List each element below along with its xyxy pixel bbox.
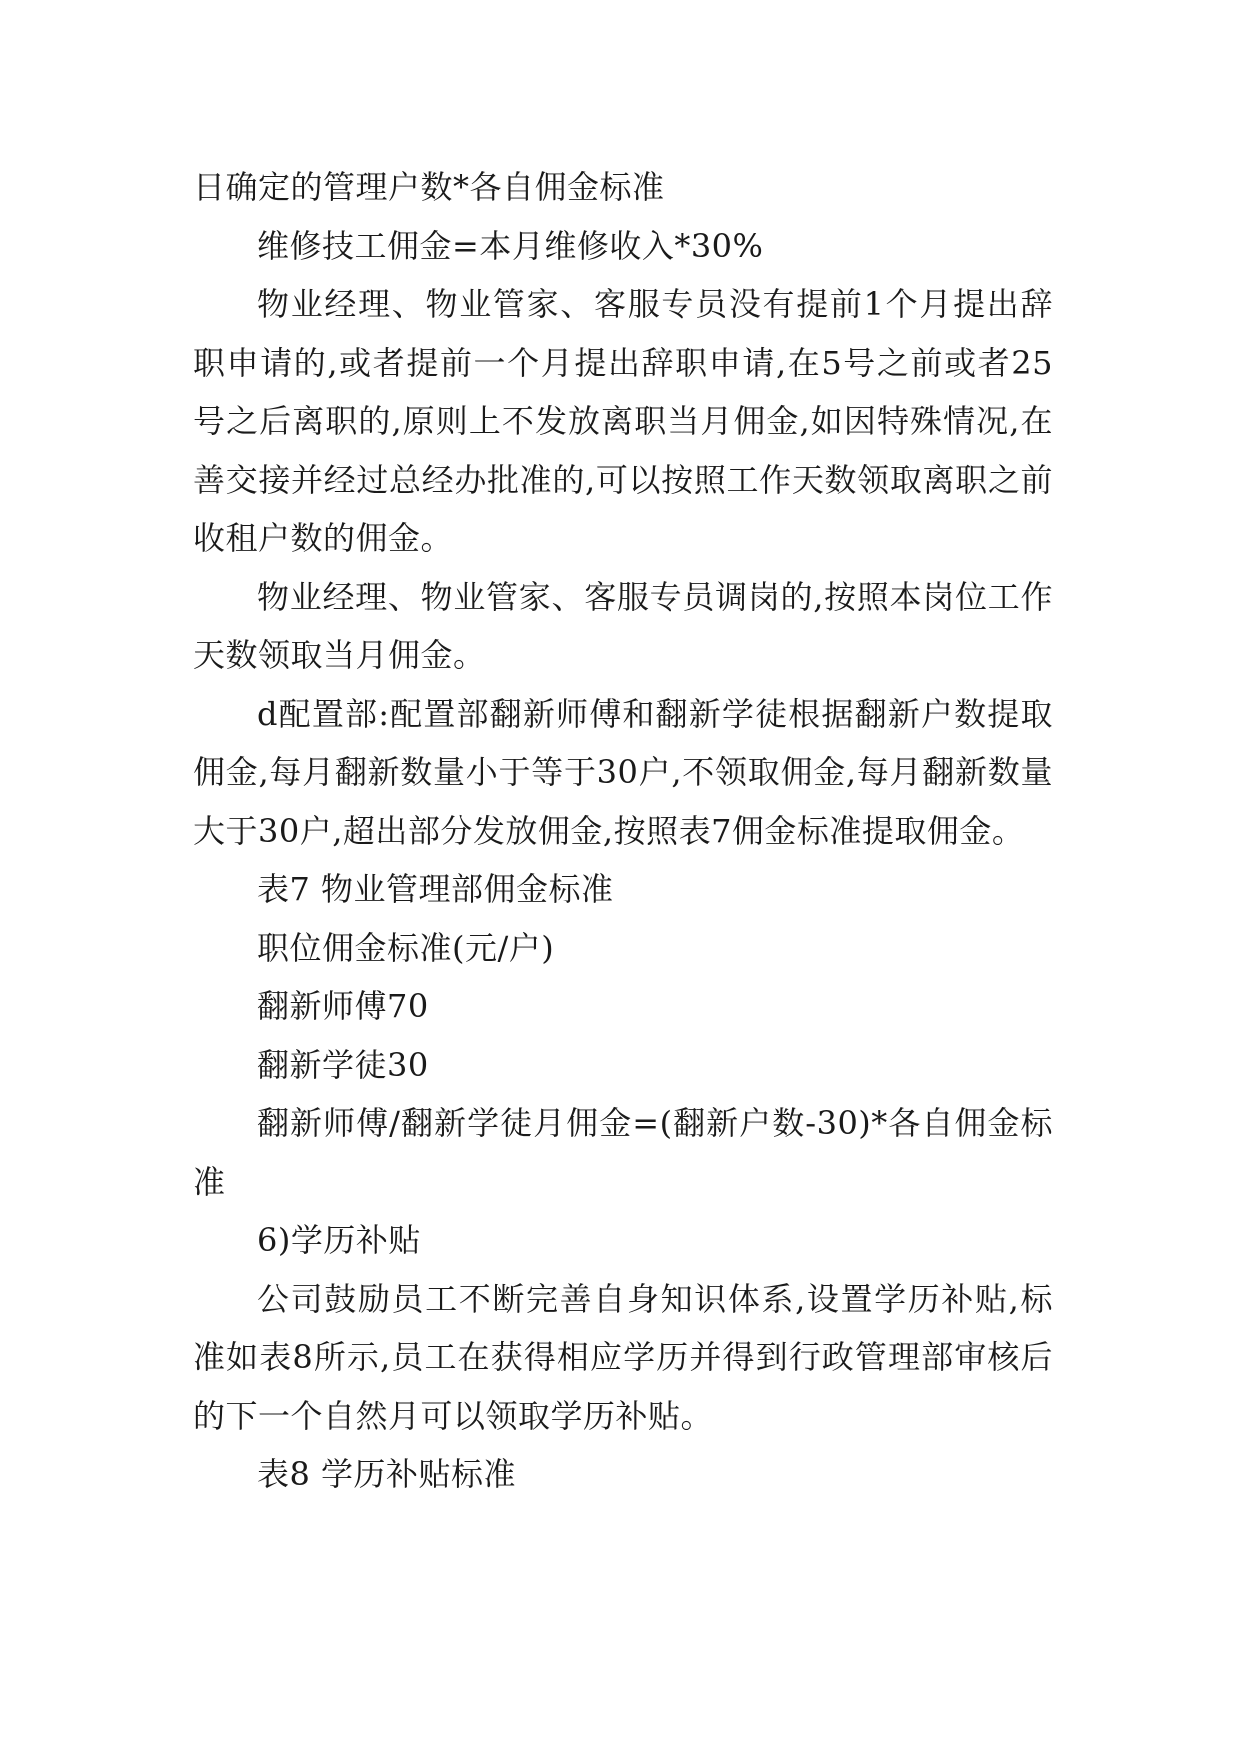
paragraph: 物业经理、物业管家、客服专员没有提前1个月提出辞职申请的,或者提前一个月提出辞职申请,在5号之前或者25号之后离职的,原则上不发放离职当月佣金,如因特殊情况,在善交接并经过总经办批准的,可以按照工作天数领取离职之前收租户数的佣金。	[193, 285, 1053, 557]
document-body	[193, 158, 1053, 1504]
table-row: 翻新师傅70	[257, 987, 429, 1025]
table-row: 翻新学徒30	[257, 1045, 429, 1084]
section-heading: 6)学历补贴	[257, 1221, 421, 1259]
table-caption: 表7 物业管理部佣金标准	[257, 870, 614, 908]
paragraph: 公司鼓励员工不断完善自身知识体系,设置学历补贴,标准如表8所示,员工在获得相应学历并得到行政管理部审核后的下一个自然月可以领取学历补贴。	[193, 1279, 1053, 1435]
table-header-row: 职位佣金标准(元/户)	[257, 928, 555, 967]
paragraph: 日确定的管理户数*各自佣金标准	[193, 168, 665, 206]
table-caption: 表8 学历补贴标准	[257, 1455, 517, 1493]
paragraph: 维修技工佣金=本月维修收入*30%	[257, 226, 764, 265]
paragraph: d配置部:配置部翻新师傅和翻新学徒根据翻新户数提取佣金,每月翻新数量小于等于30户,不领取佣金,每月翻新数量大于30户,超出部分发放佣金,按照表7佣金标准提取佣金。	[193, 694, 1053, 850]
paragraph: 物业经理、物业管家、客服专员调岗的,按照本岗位工作天数领取当月佣金。	[193, 577, 1053, 674]
formula-paragraph: 翻新师傅/翻新学徒月佣金=(翻新户数-30)*各自佣金标准	[193, 1104, 1053, 1201]
